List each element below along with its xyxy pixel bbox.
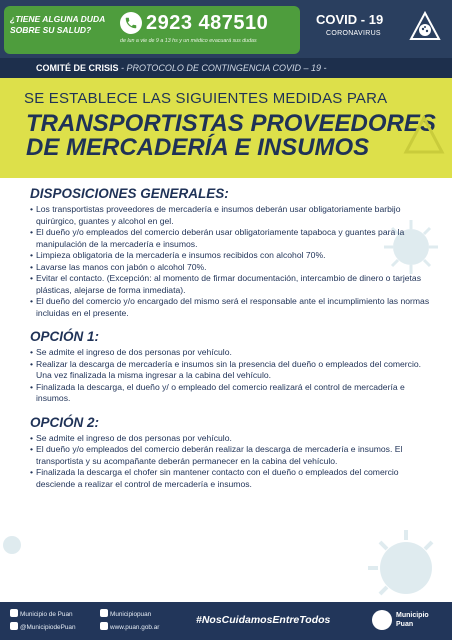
list-item: • Finalizada la descarga, el dueño y/ o empleado del comercio realizará el control de mercadería e insumos. — [30, 382, 430, 405]
list-item: • El dueño y/o empleados del comercio deberán realizar la descarga de mercadería e insumos. El transportista y su acompañante deberán permanecer en la cabina del vehículo. — [30, 444, 430, 467]
crisis-committee-label: COMITÉ DE CRISIS — [36, 63, 119, 73]
list-item: • El dueño del comercio y/o encargado del mismo será el responsable ante el incumplimiento las normas incluidas en el presente. — [30, 296, 430, 319]
municipality-name-line-2: Puan — [396, 620, 414, 628]
option-2-heading: OPCIÓN 2: — [30, 414, 100, 430]
website-link[interactable] — [100, 622, 159, 631]
option-1-heading: OPCIÓN 1: — [30, 329, 100, 344]
list-item: • Finalizada la descarga el chofer sin mantener contacto con el dueño o empleados del comercio desciende a realizar el control de mercadería e insumos. — [30, 467, 430, 490]
option-1-section — [30, 329, 430, 405]
phone-icon — [120, 12, 142, 34]
instagram-link[interactable] — [100, 609, 151, 618]
website-label: www.puan.gob.ar — [110, 624, 160, 631]
list-item: • El dueño y/o empleados del comercio deberán usar obligatoriamente tapaboca y guantes para la manipulación de la mercadería e insumos. — [30, 227, 430, 250]
twitter-label: @MunicipiodePuan — [20, 624, 76, 631]
title-lead: SE ESTABLECE LAS SIGUIENTES MEDIDAS PARA — [24, 90, 388, 107]
globe-icon — [100, 622, 108, 630]
virus-icon — [408, 10, 442, 44]
main-content — [30, 186, 430, 490]
hotline-phone-number: 2923 487510 — [146, 12, 269, 34]
facebook-icon — [10, 609, 18, 617]
title-band — [0, 78, 452, 178]
list-item: • Lavarse las manos con jabón o alcohol 70%. — [30, 262, 430, 274]
top-header — [0, 0, 452, 58]
option-1-list — [30, 347, 430, 405]
page-title — [26, 112, 436, 160]
twitter-link[interactable] — [10, 622, 76, 631]
general-provisions-section — [30, 186, 430, 319]
municipality-name — [396, 612, 429, 629]
background-virus-icon — [0, 530, 30, 560]
twitter-icon — [10, 622, 18, 630]
footer — [0, 602, 452, 640]
option-2-list — [30, 433, 430, 491]
title-line-2: DE MERCADERÍA E INSUMOS — [26, 134, 370, 161]
facebook-link[interactable] — [10, 609, 73, 618]
hotline-question: ¿TIENE ALGUNA DUDA SOBRE SU SALUD? — [10, 14, 105, 35]
covid-19-logo — [316, 10, 446, 50]
background-virus-icon — [350, 516, 446, 602]
hotline-hours: de lun a vie de 9 a 13 hs y un médico evacuará sus dudas — [120, 38, 257, 44]
instagram-icon — [100, 609, 108, 617]
covid-subtitle: CORONAVIRUS — [326, 30, 381, 37]
option-2-section — [30, 415, 430, 491]
list-item: • Limpieza obligatoria de la mercadería e insumos recibidos con alcohol 70%. — [30, 250, 430, 262]
municipality-name-line-1: Municipio — [396, 612, 429, 619]
triangle-decoration-icon — [402, 114, 446, 158]
general-provisions-heading: DISPOSICIONES GENERALES: — [30, 186, 229, 201]
instagram-label: Municipiopuan — [110, 611, 152, 618]
list-item: • Realizar la descarga de mercadería e insumos sin la presencia del dueño o empleados del comercio. Una vez finalizada la misma ingresar a la cabina del vehículo. — [30, 359, 430, 382]
title-line-1: TRANSPORTISTAS PROVEEDORES — [26, 110, 436, 137]
list-item: • Se admite el ingreso de dos personas por vehículo. — [30, 347, 430, 359]
campaign-hashtag: #NosCuidamosEntreTodos — [196, 614, 331, 626]
protocol-label: - PROTOCOLO DE CONTINGENCIA COVID – 19 - — [118, 63, 327, 73]
list-item: • Se admite el ingreso de dos personas por vehículo. — [30, 433, 430, 445]
general-provisions-list — [30, 204, 430, 319]
list-item: • Evitar el contacto. (Excepción: al momento de firmar documentación, intercambio de dinero o tarjetas plásticas, alejarse de forma inmediata). — [30, 273, 430, 296]
health-hotline-box — [4, 6, 300, 54]
covid-title: COVID - 19 — [316, 12, 384, 27]
municipality-logo-icon — [372, 610, 392, 630]
facebook-label: Municipio de Puan — [20, 611, 73, 618]
list-item: • Los transportistas proveedores de mercadería e insumos deberán usar obligatoriamente barbijo quirúrgico, guantes y alcohol en gel. — [30, 204, 430, 227]
crisis-committee-bar — [0, 58, 452, 78]
